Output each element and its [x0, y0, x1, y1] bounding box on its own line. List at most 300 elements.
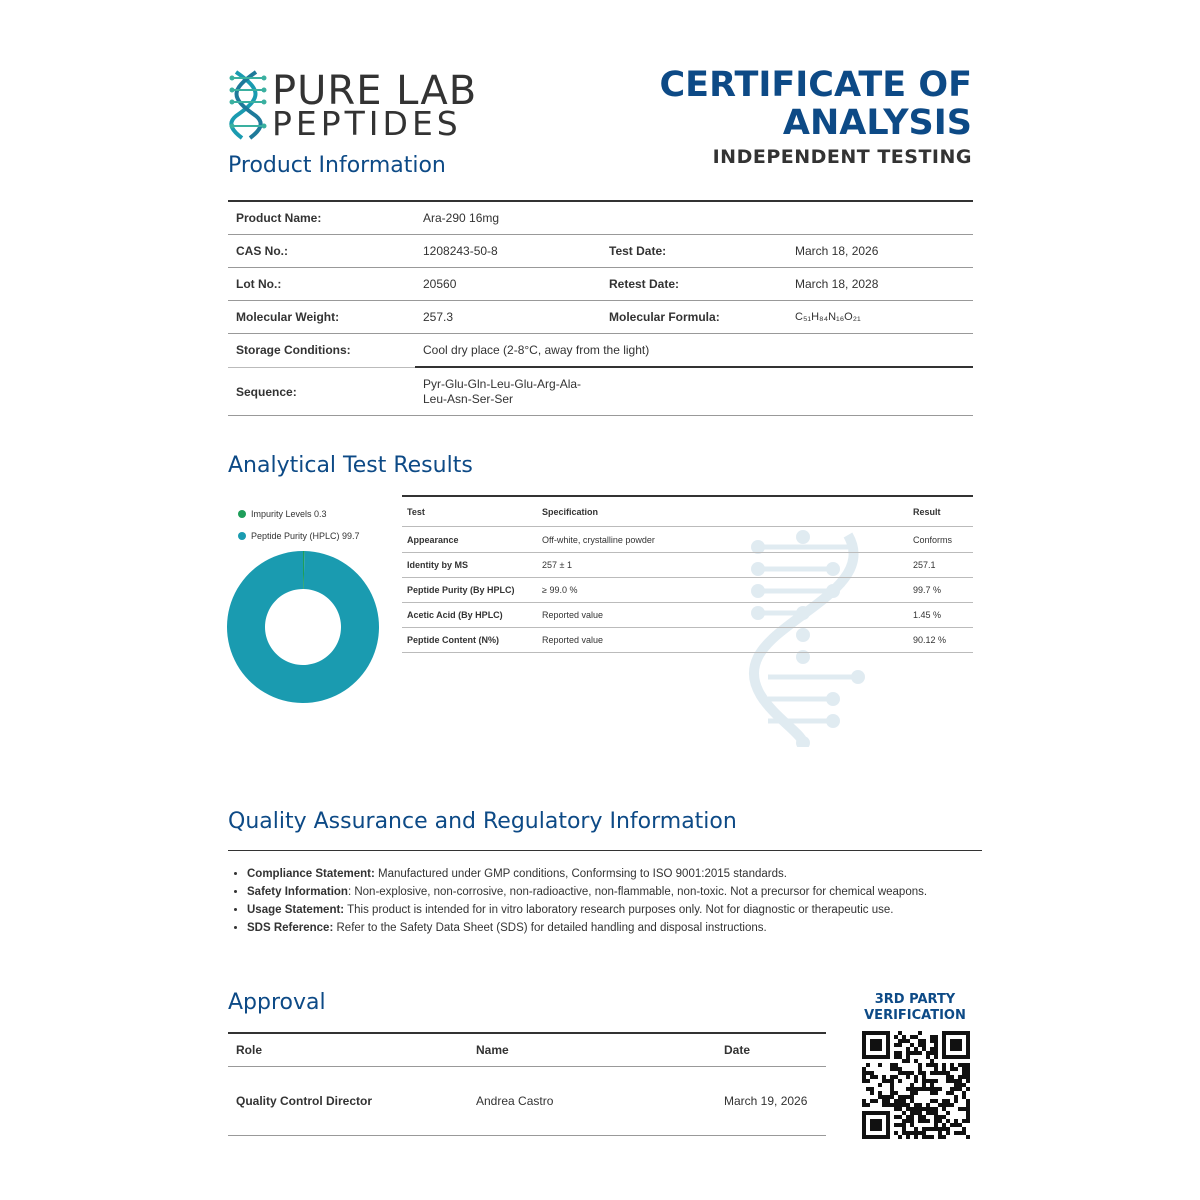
qr-module: [882, 1099, 886, 1103]
col-header-date: Date: [724, 1043, 751, 1057]
molecular-formula-label: Molecular Formula:: [609, 309, 720, 324]
qr-module: [934, 1063, 938, 1067]
verification-label: [856, 992, 974, 1024]
product-info-row: [228, 333, 973, 367]
qr-module: [958, 1079, 962, 1083]
test-name: Peptide Content (N%): [407, 634, 499, 645]
qr-module: [966, 1071, 970, 1075]
qr-module: [910, 1119, 914, 1123]
qr-module: [958, 1075, 962, 1079]
qr-module: [962, 1127, 966, 1131]
qr-module: [954, 1067, 958, 1071]
qr-module: [934, 1043, 938, 1047]
qr-module: [934, 1079, 938, 1083]
qr-module: [950, 1123, 954, 1127]
qr-module: [890, 1095, 894, 1099]
qr-module: [926, 1055, 930, 1059]
qr-module: [934, 1111, 938, 1115]
qr-module: [862, 1099, 866, 1103]
qr-module: [866, 1071, 870, 1075]
qr-module: [902, 1103, 906, 1107]
qr-module: [910, 1071, 914, 1075]
qr-module: [890, 1063, 894, 1067]
qr-module: [894, 1131, 898, 1135]
product-name-label: Product Name:: [236, 210, 322, 225]
qr-module: [862, 1067, 866, 1071]
product-info-row: [228, 234, 973, 268]
qr-module: [946, 1111, 950, 1115]
table-row: [402, 602, 973, 628]
qr-module: [914, 1131, 918, 1135]
legend-swatch-impurity: [238, 510, 246, 518]
qr-module: [954, 1083, 958, 1087]
qr-module: [926, 1135, 930, 1139]
qr-module: [934, 1051, 938, 1055]
cas-label: CAS No.:: [236, 243, 288, 258]
qr-module: [938, 1135, 942, 1139]
sequence-value-line1: Pyr-Glu-Gln-Leu-Glu-Arg-Ala-: [423, 376, 582, 391]
test-name: Acetic Acid (By HPLC): [407, 609, 503, 620]
qr-module: [934, 1087, 938, 1091]
qr-module: [922, 1047, 926, 1051]
qr-module: [906, 1095, 910, 1099]
qr-module: [926, 1111, 930, 1115]
qr-module: [910, 1115, 914, 1119]
qr-module: [878, 1063, 882, 1067]
qr-module: [962, 1091, 966, 1095]
qr-module: [930, 1083, 934, 1087]
qr-module: [950, 1075, 954, 1079]
qr-module: [886, 1099, 890, 1103]
lot-label: Lot No.:: [236, 276, 282, 291]
document-title: [660, 66, 973, 142]
qr-module: [870, 1091, 874, 1095]
qr-module: [894, 1055, 898, 1059]
qr-module: [958, 1087, 962, 1091]
qr-module: [890, 1087, 894, 1091]
qr-module: [934, 1127, 938, 1131]
qr-module: [906, 1047, 910, 1051]
qr-module: [898, 1123, 902, 1127]
qr-module: [938, 1127, 942, 1131]
qr-module: [946, 1099, 950, 1103]
qr-module: [934, 1035, 938, 1039]
qr-module: [902, 1119, 906, 1123]
product-info-row: [228, 267, 973, 301]
qr-module: [870, 1075, 874, 1079]
qr-module: [882, 1103, 886, 1107]
qr-module: [894, 1091, 898, 1095]
qr-module: [934, 1099, 938, 1103]
qr-module: [954, 1099, 958, 1103]
qa-item-text: Refer to the Safety Data Sheet (SDS) for detailed handling and disposal instructions.: [333, 922, 767, 934]
qr-module: [898, 1067, 902, 1071]
verification-line1: 3RD PARTY: [874, 992, 956, 1007]
qr-module: [894, 1035, 898, 1039]
document-title-line2: ANALYSIS: [782, 103, 972, 143]
test-name: Peptide Purity (By HPLC): [407, 584, 515, 595]
qr-module: [902, 1131, 906, 1135]
qa-item-label: Compliance Statement:: [247, 868, 375, 880]
qr-module: [942, 1103, 946, 1107]
qr-module: [898, 1031, 902, 1035]
qr-module: [946, 1071, 950, 1075]
qr-module: [922, 1043, 926, 1047]
qr-module: [914, 1059, 918, 1063]
qr-module: [918, 1131, 922, 1135]
qr-module: [934, 1047, 938, 1051]
qr-module: [966, 1103, 970, 1107]
qr-module: [910, 1111, 914, 1115]
test-result: 257.1: [913, 559, 936, 570]
qr-module: [966, 1099, 970, 1103]
qr-module: [886, 1103, 890, 1107]
qr-module: [890, 1091, 894, 1095]
qr-module: [902, 1127, 906, 1131]
qr-module: [878, 1095, 882, 1099]
qa-item-text: : Non-explosive, non-corrosive, non-radioactive, non-flammable, non-toxic. Not a precursor for chemical weapons.: [347, 886, 928, 898]
qr-module: [898, 1071, 902, 1075]
qr-module: [914, 1091, 918, 1095]
qr-module: [870, 1099, 874, 1103]
table-row: [402, 527, 973, 553]
qr-module: [878, 1083, 882, 1087]
qr-module: [902, 1123, 906, 1127]
qr-module: [918, 1115, 922, 1119]
qr-module: [906, 1071, 910, 1075]
qr-module: [910, 1083, 914, 1087]
qr-module: [902, 1095, 906, 1099]
qr-module: [942, 1099, 946, 1103]
qr-module: [922, 1135, 926, 1139]
approver-name: Andrea Castro: [476, 1094, 554, 1108]
qa-item-text: This product is intended for in vitro laboratory research purposes only. Not for diagnostic or therapeutic use.: [344, 904, 894, 916]
molecular-weight-label: Molecular Weight:: [236, 309, 340, 324]
qr-module: [898, 1103, 902, 1107]
qr-module: [918, 1071, 922, 1075]
qr-module: [942, 1071, 946, 1075]
qr-module: [898, 1043, 902, 1047]
qr-module: [962, 1071, 966, 1075]
qr-module: [866, 1087, 870, 1091]
qr-module: [938, 1119, 942, 1123]
document-subtitle: INDEPENDENT TESTING: [712, 146, 972, 168]
qr-module: [934, 1091, 938, 1095]
qr-module: [874, 1075, 878, 1079]
legend-item-impurity: [238, 509, 327, 519]
qr-module: [930, 1091, 934, 1095]
qr-module: [894, 1043, 898, 1047]
qr-module: [966, 1111, 970, 1115]
cas-value: 1208243-50-8: [423, 243, 498, 258]
qr-module: [954, 1079, 958, 1083]
qr-module: [946, 1103, 950, 1107]
legend-label-purity: Peptide Purity (HPLC) 99.7: [251, 531, 360, 541]
qr-module: [938, 1071, 942, 1075]
qr-module: [914, 1135, 918, 1139]
qr-module: [898, 1051, 902, 1055]
test-date-value: March 18, 2026: [795, 243, 879, 258]
qr-module: [954, 1119, 958, 1123]
legend-item-purity: [238, 531, 360, 541]
col-header-specification: Specification: [542, 506, 599, 517]
qa-list: [228, 865, 1007, 937]
qr-module: [870, 1087, 874, 1091]
qr-module: [906, 1107, 910, 1111]
sequence-value-line2: Leu-Asn-Ser-Ser: [423, 391, 514, 406]
qr-module: [950, 1079, 954, 1083]
qr-module: [946, 1079, 950, 1083]
test-specification: 257 ± 1: [542, 559, 572, 570]
legend-label-impurity: Impurity Levels 0.3: [251, 509, 327, 519]
qr-module: [934, 1039, 938, 1043]
qr-module: [902, 1111, 906, 1115]
col-header-result: Result: [913, 506, 941, 517]
qr-module: [894, 1103, 898, 1107]
qr-module: [914, 1127, 918, 1131]
qr-module: [910, 1051, 914, 1055]
qr-module: [922, 1127, 926, 1131]
qr-module: [898, 1107, 902, 1111]
qr-module: [918, 1119, 922, 1123]
qr-module: [962, 1131, 966, 1135]
qr-module: [962, 1075, 966, 1079]
qr-module: [906, 1087, 910, 1091]
qr-module: [882, 1095, 886, 1099]
qr-module: [942, 1063, 946, 1067]
qr-module: [862, 1103, 866, 1107]
qr-module: [902, 1039, 906, 1043]
qr-module: [906, 1075, 910, 1079]
product-info-row: [228, 300, 973, 334]
qr-module: [894, 1107, 898, 1111]
qr-module: [866, 1063, 870, 1067]
qr-module: [894, 1067, 898, 1071]
qr-module: [890, 1067, 894, 1071]
approval-header-row: [228, 1034, 826, 1067]
qa-item-text: Manufactured under GMP conditions, Conformsing to ISO 9001:2015 standards.: [374, 868, 787, 880]
test-specification: Reported value: [542, 609, 604, 620]
test-result: Conforms: [913, 534, 953, 545]
qr-module: [926, 1127, 930, 1131]
qr-module: [942, 1127, 946, 1131]
qr-module: [866, 1079, 870, 1083]
qr-module: [898, 1039, 902, 1043]
qr-module: [954, 1087, 958, 1091]
qr-module: [942, 1107, 946, 1111]
qr-module: [930, 1047, 934, 1051]
qr-code[interactable]: [862, 1031, 970, 1139]
qr-module: [894, 1051, 898, 1055]
qr-module: [890, 1083, 894, 1087]
test-result: 99.7 %: [913, 584, 942, 595]
qr-module: [910, 1035, 914, 1039]
qr-module: [910, 1087, 914, 1091]
approval-date: March 19, 2026: [724, 1094, 808, 1108]
qr-module: [926, 1107, 930, 1111]
col-header-role: Role: [236, 1043, 263, 1057]
test-specification: Reported value: [542, 634, 604, 645]
qr-module: [918, 1107, 922, 1111]
qr-module: [906, 1055, 910, 1059]
qr-module: [946, 1131, 950, 1135]
qr-module: [930, 1051, 934, 1055]
qr-module: [898, 1115, 902, 1119]
qr-module: [914, 1103, 918, 1107]
qr-module: [918, 1043, 922, 1047]
test-specification: ≥ 99.0 %: [542, 584, 578, 595]
qr-finder-module: [870, 1039, 882, 1051]
qr-module: [922, 1039, 926, 1043]
qr-module: [954, 1095, 958, 1099]
qr-module: [906, 1135, 910, 1139]
col-header-test: Test: [407, 506, 425, 517]
qr-module: [930, 1111, 934, 1115]
molecular-formula-value: C₅₁H₈₄N₁₆O₂₁: [795, 310, 861, 323]
qr-module: [902, 1071, 906, 1075]
qr-module: [942, 1135, 946, 1139]
qr-module: [966, 1135, 970, 1139]
qr-finder-module: [950, 1039, 962, 1051]
qr-module: [930, 1127, 934, 1131]
qr-module: [910, 1095, 914, 1099]
qr-module: [910, 1091, 914, 1095]
brand-name-line1: PURE LAB: [272, 68, 478, 114]
qr-module: [874, 1099, 878, 1103]
qr-module: [910, 1099, 914, 1103]
qr-module: [930, 1107, 934, 1111]
qr-module: [966, 1115, 970, 1119]
table-row: [402, 552, 973, 578]
qr-module: [902, 1035, 906, 1039]
list-item: [247, 901, 1007, 919]
qa-item-label: Safety Information: [247, 886, 348, 898]
qr-module: [906, 1115, 910, 1119]
qr-module: [906, 1039, 910, 1043]
qr-module: [966, 1119, 970, 1123]
qr-module: [906, 1119, 910, 1123]
analytical-heading: Analytical Test Results: [228, 453, 473, 478]
qr-module: [878, 1091, 882, 1095]
qr-module: [890, 1075, 894, 1079]
qr-module: [890, 1103, 894, 1107]
qr-module: [958, 1131, 962, 1135]
qr-module: [918, 1039, 922, 1043]
qr-module: [918, 1087, 922, 1091]
qr-module: [966, 1087, 970, 1091]
qr-module: [958, 1107, 962, 1111]
test-name: Identity by MS: [407, 559, 469, 570]
qr-module: [926, 1051, 930, 1055]
qr-module: [946, 1119, 950, 1123]
qr-module: [962, 1107, 966, 1111]
qr-module: [946, 1127, 950, 1131]
qr-module: [910, 1107, 914, 1111]
col-header-name: Name: [476, 1043, 509, 1057]
qr-module: [922, 1075, 926, 1079]
test-date-label: Test Date:: [609, 243, 667, 258]
qr-module: [946, 1091, 950, 1095]
table-row: [402, 577, 973, 603]
qr-module: [910, 1123, 914, 1127]
qr-module: [898, 1055, 902, 1059]
product-info-heading: Product Information: [228, 153, 446, 178]
qr-module: [910, 1043, 914, 1047]
qa-item-label: Usage Statement:: [247, 904, 345, 916]
qr-module: [950, 1087, 954, 1091]
qr-module: [930, 1079, 934, 1083]
qr-module: [926, 1119, 930, 1123]
qr-module: [962, 1067, 966, 1071]
qr-module: [954, 1123, 958, 1127]
qr-module: [958, 1083, 962, 1087]
qr-module: [906, 1059, 910, 1063]
qr-module: [930, 1071, 934, 1075]
test-specification: Off-white, crystalline powder: [542, 534, 655, 545]
qr-module: [914, 1047, 918, 1051]
qr-module: [918, 1103, 922, 1107]
qr-module: [966, 1067, 970, 1071]
qr-module: [882, 1075, 886, 1079]
qr-module: [930, 1063, 934, 1067]
document-title-line1: CERTIFICATE OF: [659, 65, 972, 105]
qr-module: [914, 1111, 918, 1115]
qr-module: [962, 1095, 966, 1099]
qr-module: [894, 1123, 898, 1127]
qr-module: [862, 1079, 866, 1083]
storage-value: Cool dry place (2-8°C, away from the light): [423, 343, 650, 357]
qr-module: [926, 1103, 930, 1107]
qr-module: [958, 1123, 962, 1127]
qr-module: [886, 1079, 890, 1083]
qr-module: [950, 1063, 954, 1067]
qr-module: [862, 1071, 866, 1075]
qr-module: [914, 1087, 918, 1091]
dna-logo-icon: [228, 70, 268, 140]
product-info-row: [228, 368, 973, 416]
qr-module: [966, 1075, 970, 1079]
qr-module: [914, 1051, 918, 1055]
molecular-weight-value: 257.3: [423, 309, 454, 324]
qr-module: [930, 1059, 934, 1063]
qr-module: [914, 1035, 918, 1039]
qr-module: [922, 1071, 926, 1075]
qr-module: [950, 1103, 954, 1107]
sequence-value: [415, 377, 973, 407]
storage-label: Storage Conditions:: [236, 343, 351, 357]
analytical-header-row: [402, 497, 973, 527]
qr-module: [934, 1123, 938, 1127]
qr-module: [946, 1075, 950, 1079]
qr-module: [934, 1071, 938, 1075]
qr-module: [906, 1051, 910, 1055]
qr-module: [930, 1035, 934, 1039]
qr-module: [862, 1075, 866, 1079]
test-result: 1.45 %: [913, 609, 942, 620]
qr-module: [966, 1107, 970, 1111]
qr-module: [934, 1119, 938, 1123]
qr-module: [922, 1119, 926, 1123]
qr-module: [966, 1079, 970, 1083]
qr-module: [898, 1079, 902, 1083]
qr-module: [866, 1103, 870, 1107]
table-row: [228, 1067, 826, 1136]
qr-module: [918, 1063, 922, 1067]
qr-module: [926, 1079, 930, 1083]
qr-module: [958, 1063, 962, 1067]
verification-line2: VERIFICATION: [864, 1008, 966, 1023]
purity-donut-chart: [226, 550, 380, 704]
